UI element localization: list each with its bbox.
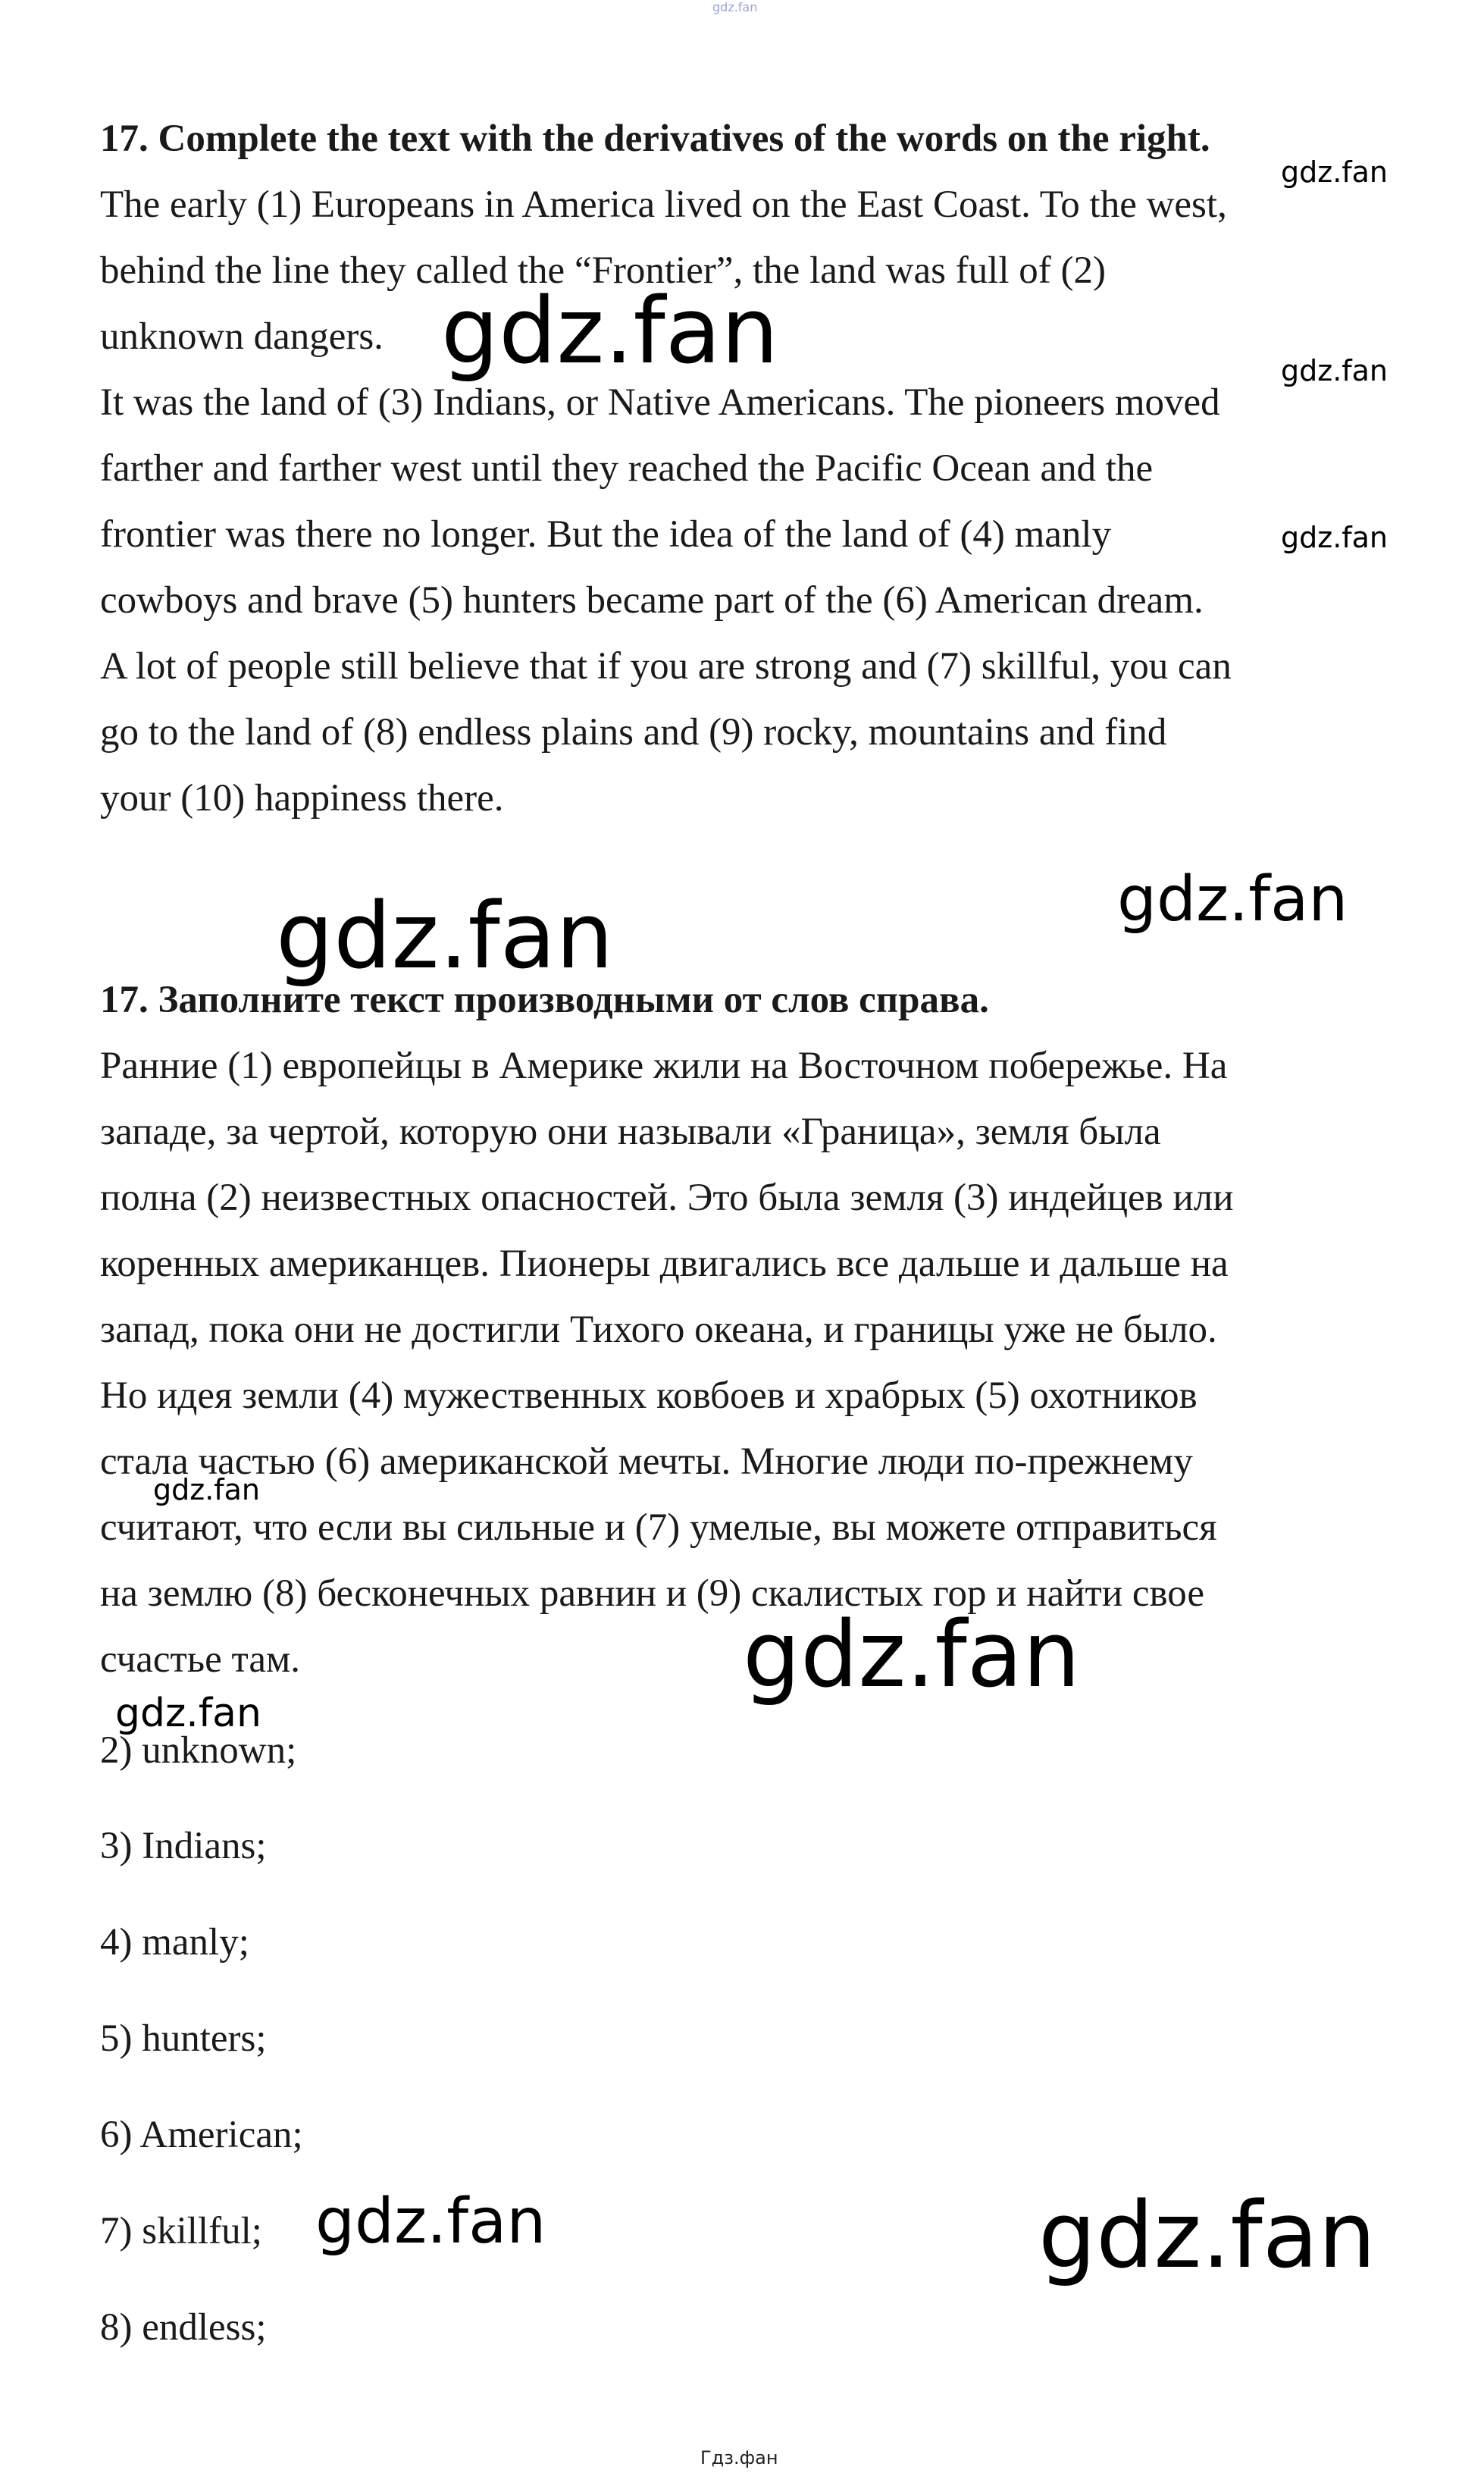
russian-line: полна (2) неизвестных опасностей. Это была земля (3) индейцев или xyxy=(100,1177,1234,1219)
russian-line: западе, за чертой, которую они называли «Граница», земля была xyxy=(100,1111,1161,1153)
english-line: frontier was there no longer. But the idea of the land of (4) manly xyxy=(100,513,1112,556)
watermark: gdz.fan xyxy=(441,279,779,384)
english-line: unknown dangers. xyxy=(100,315,384,358)
russian-heading: 17. Заполните текст производными от слов справа. xyxy=(100,979,989,1021)
english-line: go to the land of (8) endless plains and (9) rocky, mountains and find xyxy=(100,711,1167,754)
watermark: gdz.fan xyxy=(153,1473,261,1506)
answer-item: 2) unknown; xyxy=(100,1729,297,1772)
english-line: It was the land of (3) Indians, or Native Americans. The pioneers moved xyxy=(100,381,1220,424)
watermark: gdz.fan xyxy=(1117,864,1348,936)
english-line: The early (1) Europeans in America lived on the East Coast. To the west, xyxy=(100,183,1227,226)
english-line: behind the line they called the “Frontier”, the land was full of (2) xyxy=(100,249,1106,292)
watermark: gdz.fan xyxy=(315,2186,546,2258)
watermark: gdz.fan xyxy=(276,884,614,989)
russian-line: Ранние (1) европейцы в Америке жили на Восточном побережье. На xyxy=(100,1045,1228,1087)
answer-item: 8) endless; xyxy=(100,2306,267,2349)
russian-line: коренных американцев. Пионеры двигались все дальше и дальше на xyxy=(100,1243,1229,1285)
header-watermark: gdz.fan xyxy=(712,0,758,14)
watermark: gdz.fan xyxy=(743,1603,1081,1708)
russian-line: счастье там. xyxy=(100,1638,301,1681)
russian-exercise xyxy=(100,967,1404,1693)
watermark: gdz.fan xyxy=(1281,354,1389,387)
russian-line: стала частью (6) американской мечты. Многие люди по-прежнему xyxy=(100,1440,1193,1483)
russian-line: Но идея земли (4) мужественных ковбоев и храбрых (5) охотников xyxy=(100,1374,1198,1417)
answer-item: 6) American; xyxy=(100,2114,303,2156)
answer-item: 3) Indians; xyxy=(100,1825,267,1867)
watermark: gdz.fan xyxy=(1281,155,1389,189)
english-exercise xyxy=(100,106,1404,832)
watermark: gdz.fan xyxy=(1281,521,1389,554)
answer-item: 4) manly; xyxy=(100,1921,249,1964)
russian-line: считают, что если вы сильные и (7) умелые, вы можете отправиться xyxy=(100,1506,1217,1549)
english-line: A lot of people still believe that if you are strong and (7) skillful, you can xyxy=(100,645,1232,688)
english-line: your (10) happiness there. xyxy=(100,777,504,820)
english-line: farther and farther west until they reached the Pacific Ocean and the xyxy=(100,447,1154,490)
english-line: cowboys and brave (5) hunters became part of the (6) American dream. xyxy=(100,579,1204,622)
english-heading: 17. Complete the text with the derivatives of the words on the right. xyxy=(100,118,1210,160)
answer-item: 7) skillful; xyxy=(100,2210,262,2252)
russian-line: на землю (8) бесконечных равнин и (9) скалистых гор и найти свое xyxy=(100,1572,1205,1615)
footer-watermark: Гдз.фан xyxy=(700,2447,778,2468)
answer-item: 5) hunters; xyxy=(100,2017,267,2060)
watermark: gdz.fan xyxy=(115,1691,261,1736)
watermark: gdz.fan xyxy=(1038,2183,1376,2289)
russian-line: запад, пока они не достигли Тихого океана, и границы уже не было. xyxy=(100,1309,1217,1351)
